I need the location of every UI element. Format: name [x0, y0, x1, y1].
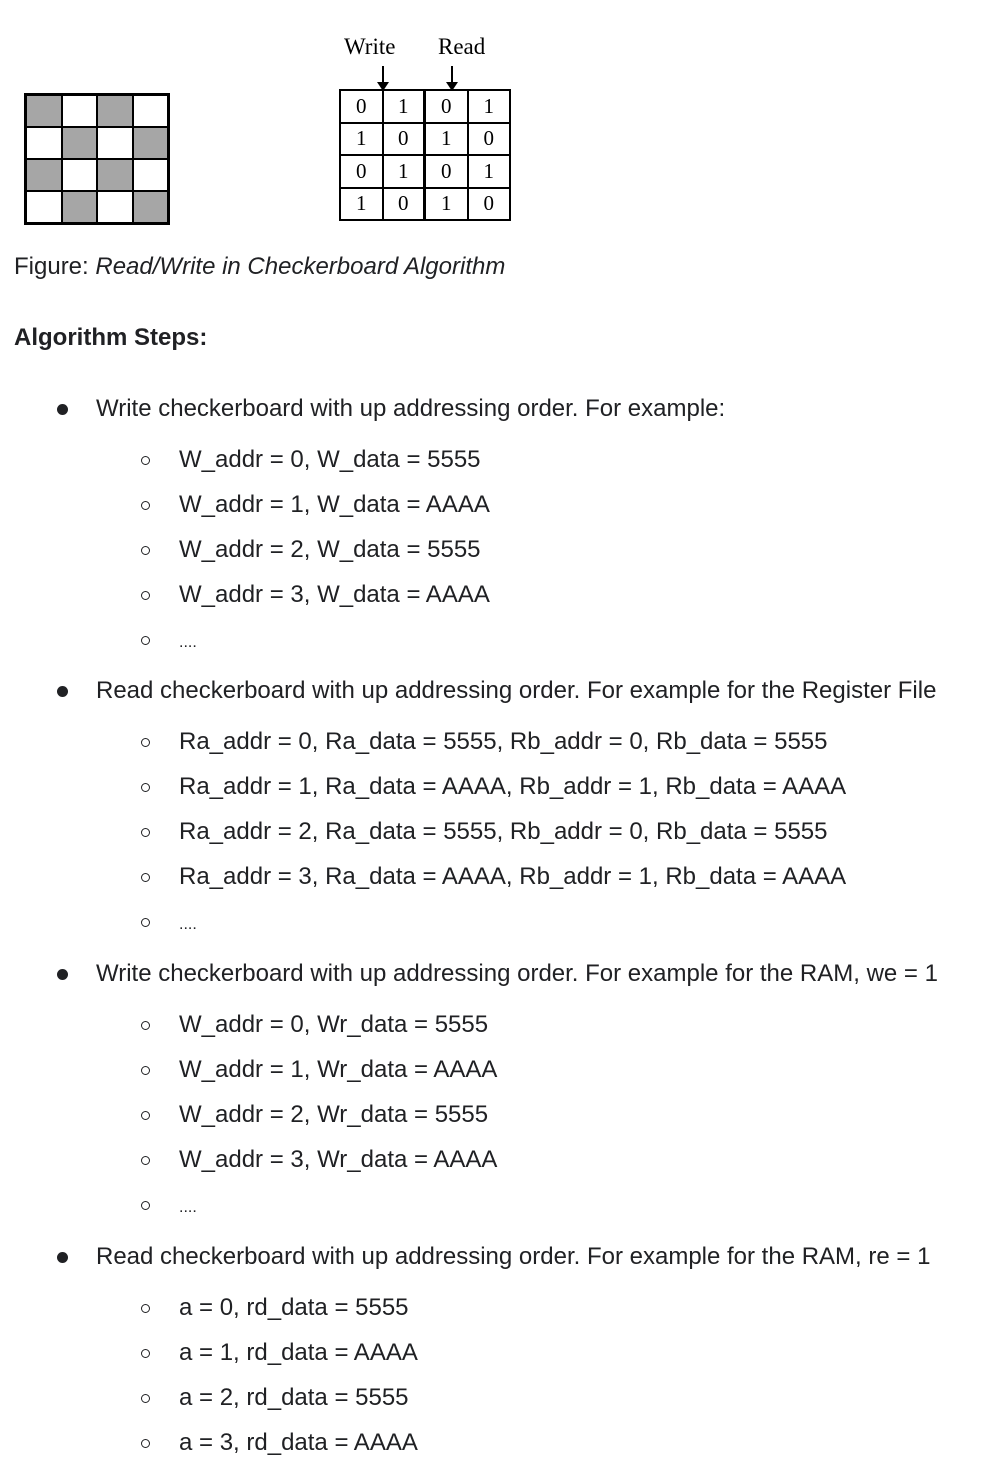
bit-table — [339, 89, 511, 221]
sub-bullet-icon — [141, 738, 150, 747]
read-label: Read — [438, 34, 486, 59]
sub-item: a = 0, rd_data = 5555 — [179, 1294, 409, 1321]
sub-item: W_addr = 2, Wr_data = 5555 — [179, 1101, 489, 1128]
sub-bullet-icon — [141, 501, 150, 510]
bullet-icon — [57, 404, 68, 415]
bullet-icon — [57, 686, 68, 697]
bit-cell: 1 — [383, 155, 426, 188]
sub-item: Ra_addr = 1, Ra_data = AAAA, Rb_addr = 1, Rb_data = AAAA — [179, 773, 847, 800]
checkerboard-cell — [97, 159, 133, 191]
sub-bullet-icon — [141, 456, 150, 465]
step-text: Write checkerboard with up addressing order. For example for the RAM, we = 1 — [96, 960, 938, 987]
sub-item: W_addr = 3, W_data = AAAA — [179, 581, 490, 608]
checkerboard-cell — [26, 95, 62, 127]
bit-cell: 0 — [340, 155, 383, 188]
bit-cell: 1 — [425, 123, 468, 156]
bit-cell: 1 — [468, 90, 511, 123]
sub-bullet-icon — [141, 1156, 150, 1165]
bit-cell: 1 — [425, 188, 468, 221]
step-text: Read checkerboard with up addressing order. For example for the Register File — [96, 677, 937, 704]
bit-cell: 1 — [468, 155, 511, 188]
bit-cell: 0 — [468, 123, 511, 156]
sub-bullet-icon — [141, 591, 150, 600]
bit-cell: 1 — [340, 188, 383, 221]
sub-item: W_addr = 1, Wr_data = AAAA — [179, 1056, 498, 1083]
sub-item: W_addr = 1, W_data = AAAA — [179, 491, 490, 518]
sub-bullet-icon — [141, 546, 150, 555]
sub-item: Ra_addr = 2, Ra_data = 5555, Rb_addr = 0, Rb_data = 5555 — [179, 818, 828, 845]
sub-bullet-icon — [141, 1201, 150, 1210]
sub-bullet-icon — [141, 636, 150, 645]
bit-cell: 0 — [340, 90, 383, 123]
bit-cell: 0 — [425, 90, 468, 123]
ellipsis-item: .... — [179, 634, 197, 651]
figure-caption-title: Read/Write in Checkerboard Algorithm — [95, 253, 506, 280]
sub-bullet-icon — [141, 1021, 150, 1030]
checkerboard-cell — [26, 127, 62, 159]
checkerboard-cell — [26, 191, 62, 223]
bit-cell: 1 — [340, 123, 383, 156]
checkerboard-cell — [133, 127, 169, 159]
algorithm-heading: Algorithm Steps: — [14, 324, 208, 351]
bullet-icon — [57, 1252, 68, 1263]
bit-cell: 0 — [468, 188, 511, 221]
sub-bullet-icon — [141, 1349, 150, 1358]
sub-bullet-icon — [141, 1111, 150, 1120]
sub-bullet-icon — [141, 1304, 150, 1313]
sub-bullet-icon — [141, 1066, 150, 1075]
sub-item: a = 3, rd_data = AAAA — [179, 1429, 418, 1456]
checkerboard-cell — [26, 159, 62, 191]
ellipsis-item: .... — [179, 916, 197, 933]
sub-bullet-icon — [141, 918, 150, 927]
checkerboard-cell — [97, 191, 133, 223]
figure-caption: Figure: Read/Write in Checkerboard Algorithm — [14, 253, 506, 280]
checkerboard-cell — [133, 159, 169, 191]
sub-item: Ra_addr = 0, Ra_data = 5555, Rb_addr = 0, Rb_data = 5555 — [179, 728, 828, 755]
sub-bullet-icon — [141, 783, 150, 792]
step-text: Write checkerboard with up addressing order. For example: — [96, 395, 726, 422]
sub-item: W_addr = 0, Wr_data = 5555 — [179, 1011, 489, 1038]
sub-item: a = 2, rd_data = 5555 — [179, 1384, 409, 1411]
sub-bullet-icon — [141, 1394, 150, 1403]
sub-bullet-icon — [141, 1439, 150, 1448]
sub-item: W_addr = 3, Wr_data = AAAA — [179, 1146, 498, 1173]
checkerboard-cell — [62, 191, 98, 223]
bit-cell: 0 — [383, 123, 426, 156]
sub-bullet-icon — [141, 828, 150, 837]
checkerboard-cell — [62, 95, 98, 127]
checkerboard-cell — [133, 95, 169, 127]
checkerboard-grid — [24, 93, 170, 225]
write-label: Write — [344, 34, 396, 59]
checkerboard-cell — [133, 191, 169, 223]
sub-item: a = 1, rd_data = AAAA — [179, 1339, 418, 1366]
sub-item: Ra_addr = 3, Ra_data = AAAA, Rb_addr = 1, Rb_data = AAAA — [179, 863, 847, 890]
step-text: Read checkerboard with up addressing order. For example for the RAM, re = 1 — [96, 1243, 931, 1270]
checkerboard-cell — [62, 159, 98, 191]
checkerboard-cell — [62, 127, 98, 159]
bit-cell: 0 — [383, 188, 426, 221]
bullet-icon — [57, 969, 68, 980]
bit-cell: 0 — [425, 155, 468, 188]
sub-item: W_addr = 0, W_data = 5555 — [179, 446, 481, 473]
bit-cell: 1 — [383, 90, 426, 123]
checkerboard-cell — [97, 95, 133, 127]
ellipsis-item: .... — [179, 1199, 197, 1216]
checkerboard-cell — [97, 127, 133, 159]
sub-item: W_addr = 2, W_data = 5555 — [179, 536, 481, 563]
sub-bullet-icon — [141, 873, 150, 882]
